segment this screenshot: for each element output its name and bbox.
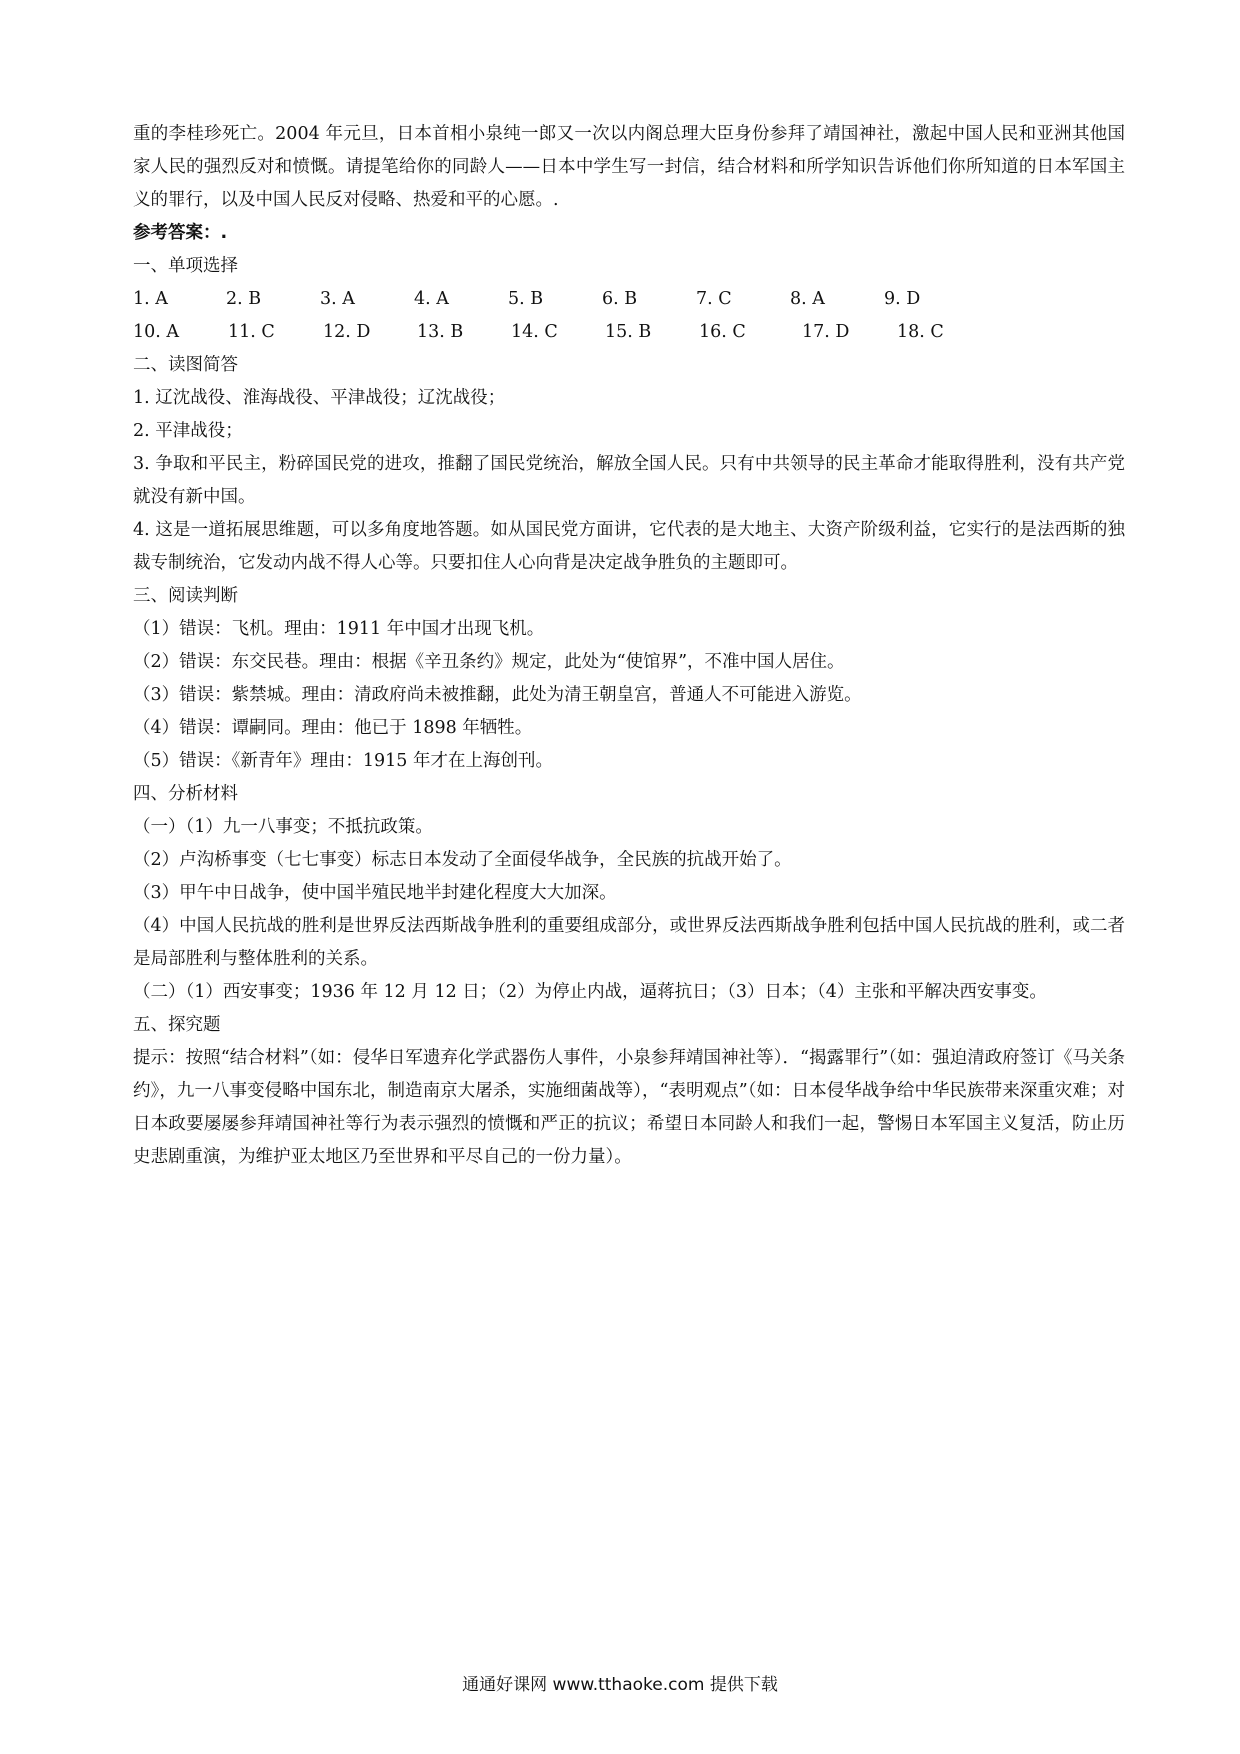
section3-item: （3）错误：紫禁城。理由：清政府尚未被推翻，此处为清王朝皇宫，普通人不可能进入游览。 xyxy=(133,685,862,705)
section4-item-1: （一）（1）九一八事变；不抵抗政策。 xyxy=(133,817,433,837)
mcq-answer: 6. B xyxy=(602,289,638,309)
answer-title: 参考答案：. xyxy=(133,223,228,243)
section5-text: 提示：按照“结合材料”（如：侵华日军遗弃化学武器伤人事件，小泉参拜靖国神社等）．“揭露罪行”（如：强迫清政府签订《马关条约》，九一八事变侵略中国东北，制造南京大屠杀，实施细菌战等），“表明观点”（如：日本侵华战争给中华民族带来深重灾难；对日本政要屡屡参拜靖国神社等行为表示强烈的愤慨和严正的抗议；希望日本同龄人和我们一起，警惕日本军国主义复活，防止历史悲剧重演，为维护亚太地区乃至世界和平尽自己的一份力量）。 xyxy=(133,1048,1125,1167)
section3-item: （4）错误：谭嗣同。理由：他已于 1898 年牺牲。 xyxy=(133,718,533,738)
section2-answer-4: 4. 这是一道拓展思维题，可以多角度地答题。如从国民党方面讲，它代表的是大地主、大资产阶级利益，它实行的是法西斯的独裁专制统治，它发动内战不得人心等。只要扣住人心向背是决定战争胜负的主题即可。 xyxy=(133,520,1125,573)
mcq-answer: 3. A xyxy=(320,289,355,309)
mcq-answer: 4. A xyxy=(414,289,449,309)
document-page xyxy=(133,118,1125,1174)
mcq-answer: 9. D xyxy=(884,289,921,309)
mcq-answer: 2. B xyxy=(226,289,262,309)
footer-credit: 通通好课网 www.tthaoke.com 提供下载 xyxy=(462,1675,778,1695)
mcq-answer: 15. B xyxy=(605,322,652,342)
mcq-answer: 18. C xyxy=(897,322,944,342)
mcq-row-2 xyxy=(133,316,1125,349)
intro-paragraph: 重的李桂珍死亡。2004 年元旦，日本首相小泉纯一郎又一次以内阁总理大臣身份参拜了靖国神社，激起中国人民和亚洲其他国家人民的强烈反对和愤慨。请提笔给你的同龄人——日本中学生写一封信，结合材料和所学知识告诉他们你所知道的日本军国主义的罪行，以及中国人民反对侵略、热爱和平的心愿。. xyxy=(133,124,1125,210)
mcq-answer: 10. A xyxy=(133,322,180,342)
section2-title: 二、读图简答 xyxy=(133,355,238,375)
mcq-answer: 17. D xyxy=(802,322,850,342)
mcq-answer: 14. C xyxy=(511,322,558,342)
section2-answer-3: 3. 争取和平民主，粉碎国民党的进攻，推翻了国民党统治，解放全国人民。只有中共领导的民主革命才能取得胜利，没有共产党就没有新中国。 xyxy=(133,454,1125,507)
section3-item: （2）错误：东交民巷。理由：根据《辛丑条约》规定，此处为“使馆界”，不准中国人居住。 xyxy=(133,652,845,672)
mcq-answer: 8. A xyxy=(790,289,825,309)
mcq-answer: 11. C xyxy=(228,322,275,342)
mcq-answer: 12. D xyxy=(323,322,371,342)
mcq-answer: 7. C xyxy=(696,289,732,309)
section3-title: 三、阅读判断 xyxy=(133,586,238,606)
mcq-answer: 1. A xyxy=(133,289,168,309)
section4-title: 四、分析材料 xyxy=(133,784,238,804)
section3-item: （5）错误：《新青年》理由：1915 年才在上海创刊。 xyxy=(133,751,553,771)
section2-answer-1: 1. 辽沈战役、淮海战役、平津战役；辽沈战役； xyxy=(133,388,506,408)
mcq-answer: 13. B xyxy=(417,322,464,342)
mcq-row-1 xyxy=(133,283,1125,316)
section4-item-5: （二）（1）西安事变；1936 年 12 月 12 日；（2）为停止内战，逼蒋抗日；（3）日本；（4）主张和平解决西安事变。 xyxy=(133,982,1047,1002)
mcq-answer: 5. B xyxy=(508,289,544,309)
section4-item-4: （4）中国人民抗战的胜利是世界反法西斯战争胜利的重要组成部分，或世界反法西斯战争胜利包括中国人民抗战的胜利，或二者是局部胜利与整体胜利的关系。 xyxy=(133,916,1125,969)
section4-item-3: （3）甲午中日战争，使中国半殖民地半封建化程度大大加深。 xyxy=(133,883,617,903)
section1-title: 一、单项选择 xyxy=(133,256,238,276)
section5-title: 五、探究题 xyxy=(133,1015,221,1035)
section4-item-2: （2）卢沟桥事变（七七事变）标志日本发动了全面侵华战争，全民族的抗战开始了。 xyxy=(133,850,792,870)
mcq-answer: 16. C xyxy=(699,322,746,342)
section2-answer-2: 2. 平津战役； xyxy=(133,421,243,441)
section3-item: （1）错误：飞机。理由：1911 年中国才出现飞机。 xyxy=(133,619,545,639)
